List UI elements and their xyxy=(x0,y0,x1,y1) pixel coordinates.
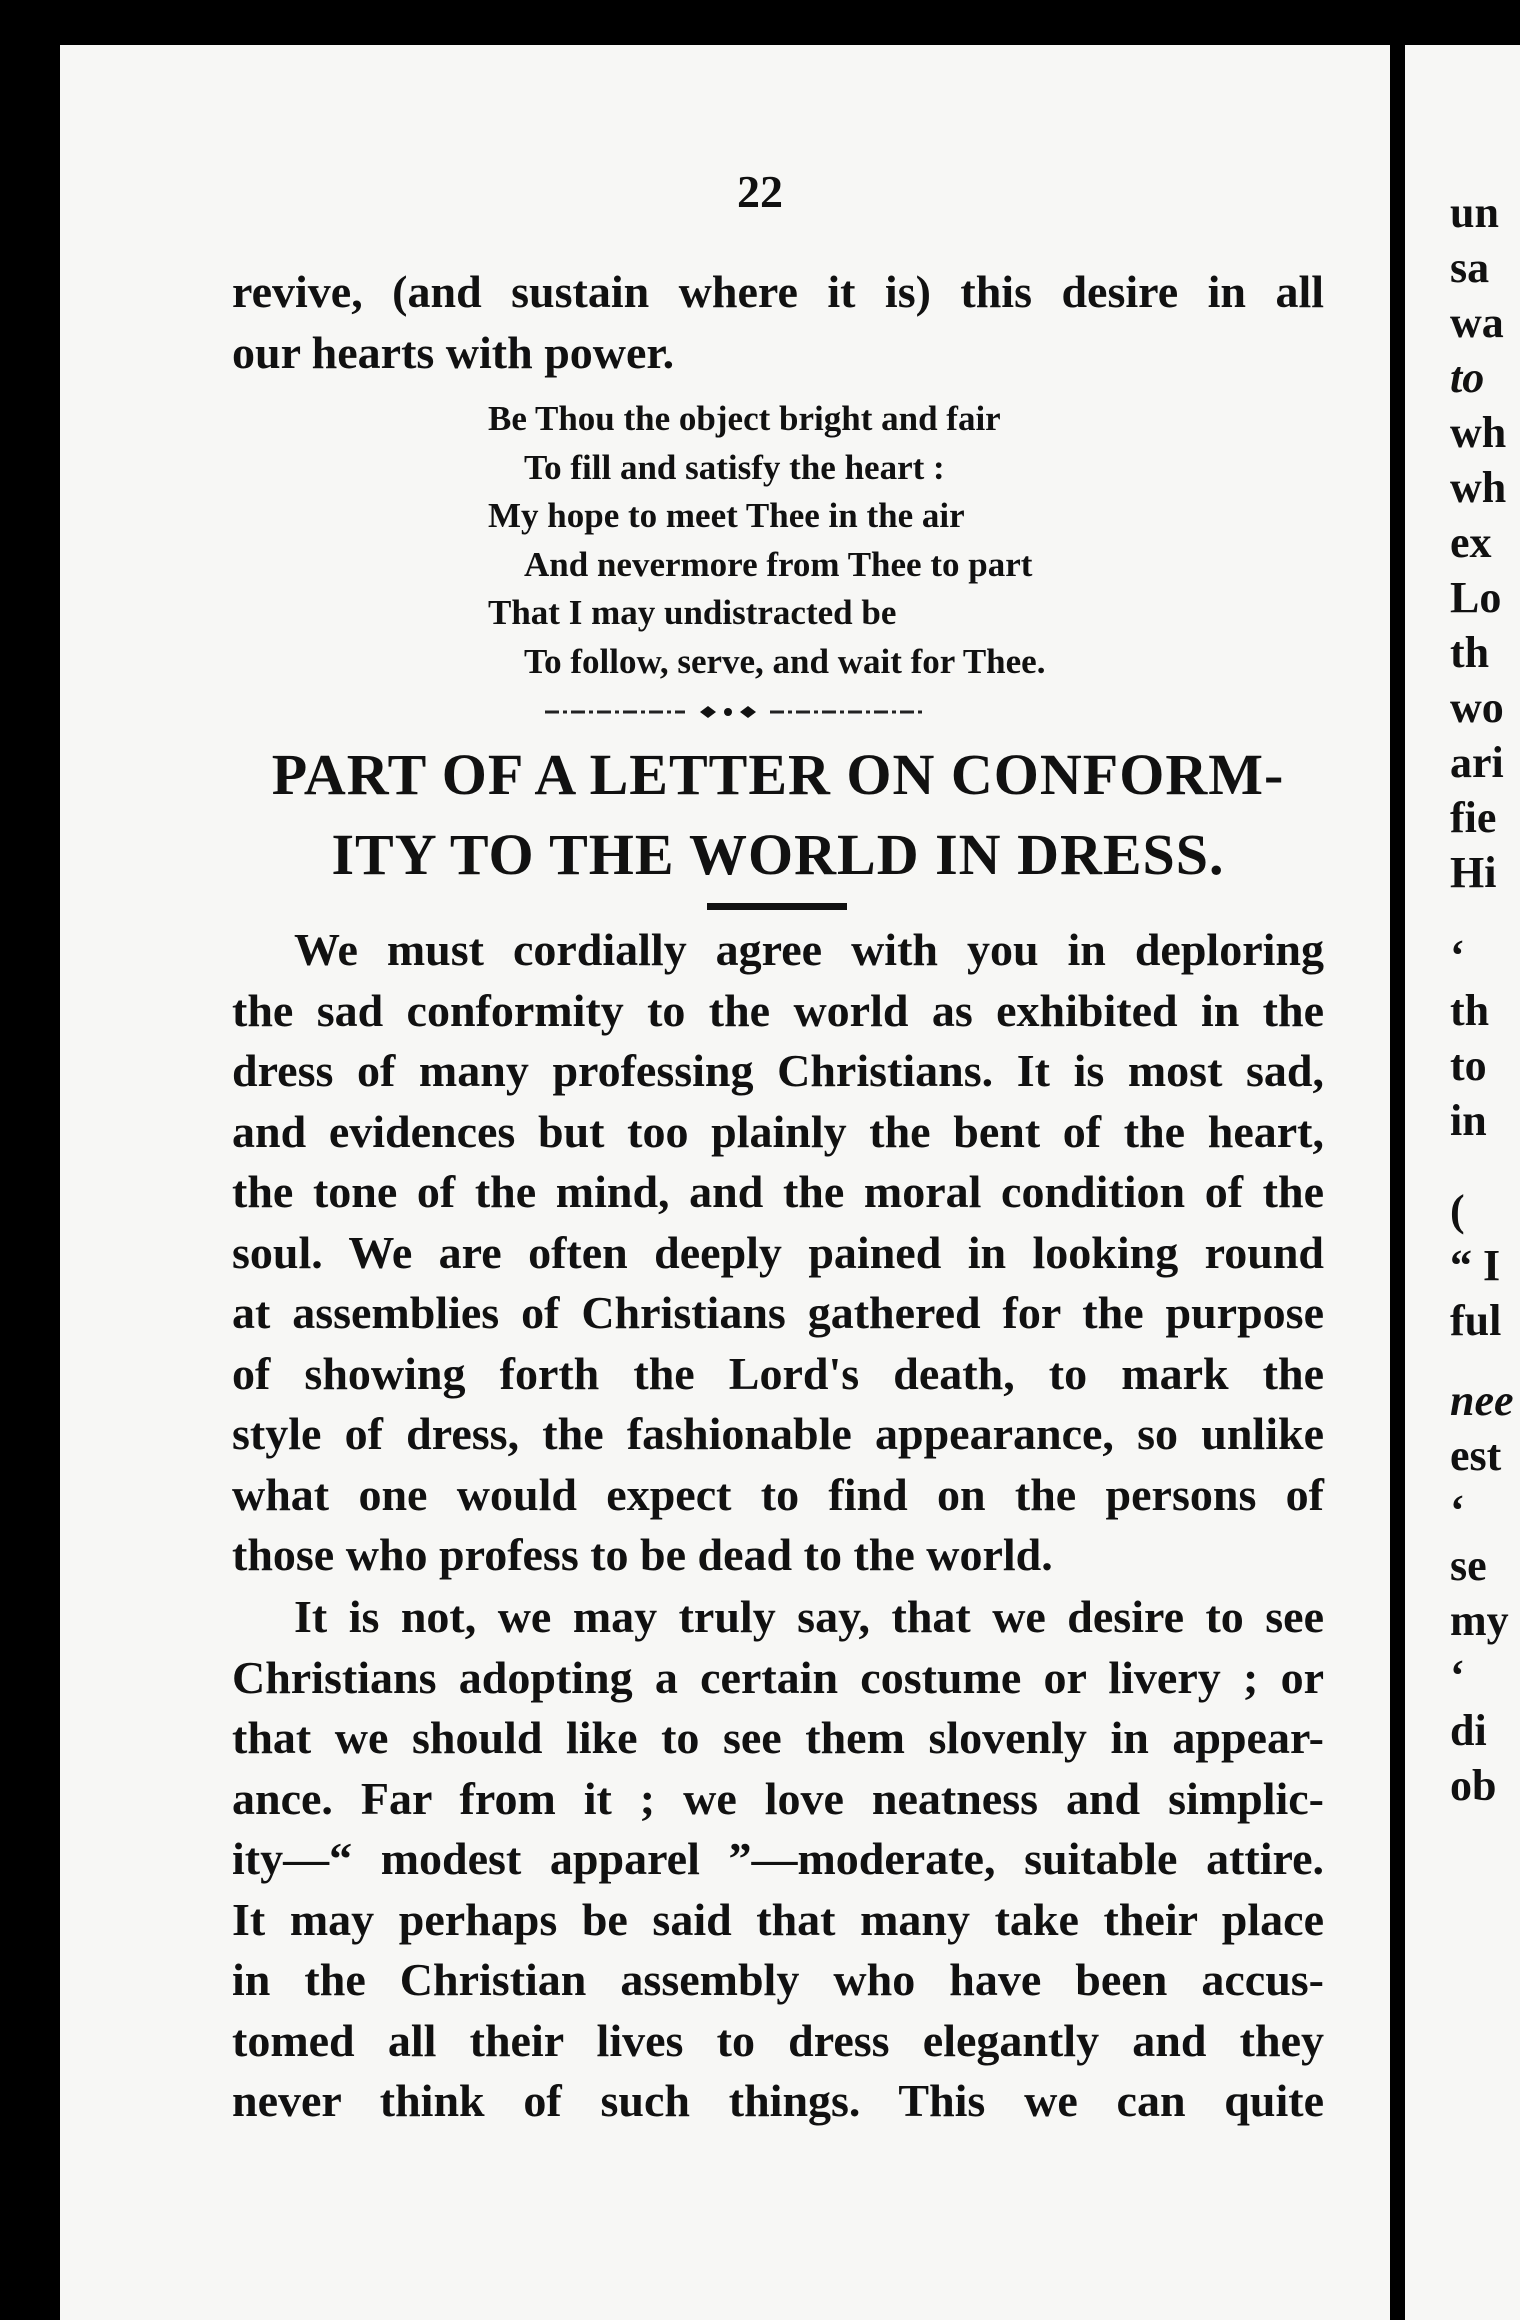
text-line: the sad conformity to the world as exhibited in the xyxy=(232,984,1324,1036)
section-heading xyxy=(232,735,1324,895)
text-line: ance. Far from it ; we love neatness and simplic- xyxy=(232,1772,1324,1824)
verse-line: To fill and satisfy the heart : xyxy=(524,447,945,487)
intro-paragraph xyxy=(232,262,1324,383)
text-line: and evidences but too plainly the bent of the heart, xyxy=(232,1105,1324,1157)
facing-fragment: se xyxy=(1450,1541,1487,1590)
facing-fragment: Hi xyxy=(1450,848,1497,897)
facing-fragment: th xyxy=(1450,986,1490,1035)
text-line: It may perhaps be said that many take their place xyxy=(232,1893,1324,1945)
text-line: those who profess to be dead to the world. xyxy=(232,1529,1053,1580)
facing-fragment: ( xyxy=(1450,1186,1465,1235)
facing-fragment: ful xyxy=(1450,1296,1502,1345)
text-line: never think of such things. This we can quite xyxy=(232,2075,1324,2126)
facing-fragment: un xyxy=(1450,188,1499,237)
text-line: soul. We are often deeply pained in looking round xyxy=(232,1226,1324,1278)
facing-fragment: di xyxy=(1450,1706,1487,1755)
facing-fragment: fie xyxy=(1450,793,1497,842)
text-line: revive, (and sustain where it is) this desire in all xyxy=(232,266,1324,317)
facing-fragment: in xyxy=(1450,1096,1487,1145)
facing-fragment: est xyxy=(1450,1431,1502,1480)
text-line: at assemblies of Christians gathered for the purpose xyxy=(232,1287,1324,1338)
facing-fragment: wo xyxy=(1450,683,1504,732)
facing-fragment: to xyxy=(1450,1041,1487,1090)
text-line: It is not, we may truly say, that we desire to see xyxy=(294,1591,1324,1642)
facing-fragment: Lo xyxy=(1450,573,1502,622)
hymn-verse xyxy=(488,395,1188,686)
verse-line: That I may undistracted be xyxy=(488,593,897,632)
facing-fragment: to xyxy=(1450,353,1485,402)
facing-fragment: ‘ xyxy=(1450,1486,1465,1535)
text-line: in the Christian assembly who have been accus- xyxy=(232,1954,1324,2005)
facing-fragment: ex xyxy=(1450,518,1492,567)
heading-line: ITY TO THE WORLD IN DRESS. xyxy=(331,822,1225,887)
facing-fragment: nee xyxy=(1450,1376,1514,1425)
paragraph-2 xyxy=(232,1587,1324,2132)
text-line: our hearts with power. xyxy=(232,326,675,378)
text-line: what one would expect to find on the persons of xyxy=(232,1468,1324,1520)
page-number: 22 xyxy=(737,166,783,217)
facing-fragment: ‘ xyxy=(1450,1651,1465,1700)
facing-fragment: wh xyxy=(1450,463,1507,512)
text-line: Christians adopting a certain costume or livery ; or xyxy=(232,1651,1324,1703)
facing-fragment: wa xyxy=(1450,298,1504,347)
facing-fragment: th xyxy=(1450,628,1490,677)
text-line: We must cordially agree with you in deploring xyxy=(294,924,1324,975)
text-line: that we should like to see them slovenly in appear- xyxy=(232,1712,1324,1763)
verse-line: And nevermore from Thee to part xyxy=(524,544,1033,584)
text-line: of showing forth the Lord's death, to mark the xyxy=(232,1347,1324,1399)
facing-fragment: wh xyxy=(1450,408,1507,457)
facing-fragment: ari xyxy=(1450,738,1504,787)
text-line: tomed all their lives to dress elegantly and they xyxy=(232,2014,1324,2066)
facing-fragment: ‘ xyxy=(1450,931,1465,980)
paragraph-1 xyxy=(232,920,1324,1586)
ornament-divider xyxy=(545,705,925,719)
facing-fragment: sa xyxy=(1450,243,1490,292)
facing-fragment: “ I xyxy=(1450,1241,1501,1290)
text-line: ity—“ modest apparel ”—moderate, suitable attire. xyxy=(232,1833,1324,1884)
facing-page-edge xyxy=(1405,45,1520,2320)
verse-line: My hope to meet Thee in the air xyxy=(488,496,965,535)
text-line: the tone of the mind, and the moral condition of the xyxy=(232,1166,1324,1217)
heading-line: PART OF A LETTER ON CONFORM- xyxy=(271,742,1285,807)
facing-fragment: ob xyxy=(1450,1761,1497,1810)
heading-rule xyxy=(707,903,847,910)
verse-line: To follow, serve, and wait for Thee. xyxy=(524,641,1046,681)
text-line: style of dress, the fashionable appearance, so unlike xyxy=(232,1408,1324,1459)
verse-line: Be Thou the object bright and fair xyxy=(488,399,1001,438)
facing-fragment: my xyxy=(1450,1596,1509,1645)
text-line: dress of many professing Christians. It is most sad, xyxy=(232,1045,1324,1096)
